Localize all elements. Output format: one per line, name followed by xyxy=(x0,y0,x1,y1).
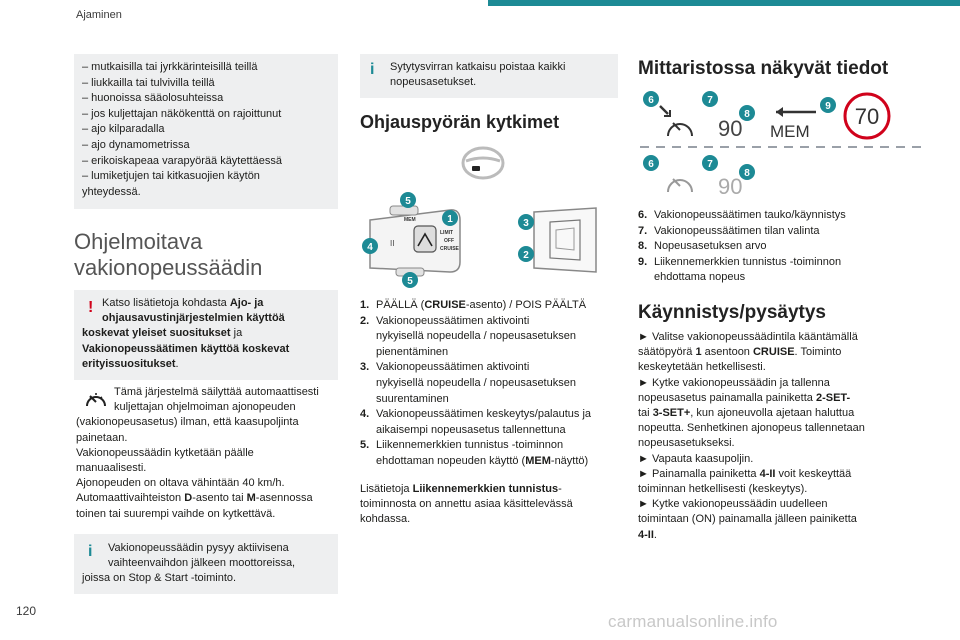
text-line: Tämä järjestelmä säilyttää automaattisesti xyxy=(114,386,319,398)
list-item: – jos kuljettajan näkökenttä on rajoittunut xyxy=(82,107,282,120)
list-item: 8. Nopeusasetuksen arvo xyxy=(638,240,767,253)
callout-1 xyxy=(442,210,458,226)
list-item: – ajo kilparadalla xyxy=(82,123,165,136)
info-icon: i xyxy=(370,61,375,78)
text-line: kuljettajan ohjelmoiman ajonopeuden xyxy=(114,401,296,414)
instrument-display-diagram xyxy=(636,86,926,206)
cruise-active-icon xyxy=(660,106,692,136)
set-speed-value: 90 xyxy=(718,116,743,141)
list-item: 1. PÄÄLLÄ (CRUISE-asento) / POIS PÄÄLTÄ xyxy=(360,299,587,311)
text-line: Ajonopeuden on oltava vähintään 40 km/h. xyxy=(76,477,285,490)
text-line: (vakionopeusasetus) ilman, että kaasupoljinta xyxy=(76,416,299,429)
list-item: – huonoissa sääolosuhteissa xyxy=(82,92,224,105)
svg-text:4: 4 xyxy=(367,242,373,253)
callout-7-bottom xyxy=(702,155,718,171)
callout-4 xyxy=(362,238,378,254)
text-line: manuaalisesti. xyxy=(76,462,147,475)
list-item: yhteydessä. xyxy=(82,185,141,198)
speed-limit-value: 70 xyxy=(854,104,880,129)
text-line: Vakionopeussäädin kytketään päälle xyxy=(76,446,254,459)
section-heading-instrument-display: Mittaristossa näkyvät tiedot xyxy=(638,58,889,79)
svg-text:1: 1 xyxy=(447,214,453,225)
cruise-stalk-diagram xyxy=(360,190,620,290)
cruise-label: CRUISE xyxy=(440,246,459,252)
section-heading-steering-switches: Ohjauspyörän kytkimet xyxy=(360,112,560,132)
svg-text:9: 9 xyxy=(825,101,831,112)
svg-text:3: 3 xyxy=(523,218,529,229)
header-accent-bar xyxy=(488,0,960,6)
svg-text:5: 5 xyxy=(405,196,411,207)
svg-text:8: 8 xyxy=(744,168,750,179)
info-note-stop-start: i Vakionopeussäädin pysyy aktiivisena vaihteenvaihdon jälkeen moottoreissa, joissa on Stop & Start -toiminto. xyxy=(74,534,338,594)
list-item: 7. Vakionopeussäätimen tilan valinta xyxy=(638,224,820,237)
list-item: 9. Liikennemerkkien tunnistus -toiminnon ehdottama nopeus xyxy=(638,255,842,284)
warning-line: erityissuositukset. xyxy=(82,357,179,370)
callout-8-bottom xyxy=(739,164,755,180)
list-item: – liukkailla tai tulvivilla teillä xyxy=(82,76,215,89)
callout-3 xyxy=(518,214,534,230)
info-icon: i xyxy=(88,543,93,560)
warning-line: Vakionopeussäätimen käyttöä koskevat xyxy=(82,342,290,355)
list-item: – mutkaisilla tai jyrkkärinteisillä teillä xyxy=(82,61,258,73)
svg-text:6: 6 xyxy=(648,95,654,106)
description xyxy=(76,385,342,522)
set-speed-value-dimmed: 90 xyxy=(718,174,743,199)
list-item: 6. Vakionopeussäätimen tauko/käynnistys xyxy=(638,209,846,221)
cruise-control-icon xyxy=(84,389,108,411)
callout-9 xyxy=(820,97,836,113)
callout-6 xyxy=(643,91,659,107)
list-item: – lumiketjujen tai kitkasuojien käytön xyxy=(82,170,260,183)
traffic-sign-reference: Lisätietoja Liikennemerkkien tunnistus- toiminnosta on annettu asiaa käsittelevässä kohdassa. xyxy=(360,483,573,526)
info-note-ignition: i Sytytysvirran katkaisu poistaa kaikki nopeusasetukset. xyxy=(360,54,618,98)
section-title: Ajaminen xyxy=(76,9,122,21)
svg-text:8: 8 xyxy=(744,109,750,120)
svg-text:7: 7 xyxy=(707,159,713,170)
svg-text:6: 6 xyxy=(648,159,654,170)
section-heading-start-stop: Käynnistys/pysäytys xyxy=(638,302,826,323)
list-item: 2. Vakionopeussäätimen aktivointi nykyisellä nopeudella / nopeusasetuksen pienentäminen xyxy=(360,314,576,358)
list-item: 3. Vakionopeussäätimen aktivointi nykyisellä nopeudella / nopeusasetuksen suurentaminen xyxy=(360,361,576,405)
svg-text:5: 5 xyxy=(407,276,413,287)
warning-line: koskevat yleiset suositukset ja xyxy=(82,327,243,340)
callout-8 xyxy=(739,105,755,121)
svg-text:7: 7 xyxy=(707,95,713,106)
conditions-list xyxy=(74,54,338,209)
warning-note xyxy=(74,290,338,380)
page-number: 120 xyxy=(16,604,37,618)
mem-indicator: MEM xyxy=(770,122,810,141)
callout-6-bottom xyxy=(643,155,659,171)
off-label: OFF xyxy=(444,238,454,244)
callout-2 xyxy=(518,246,534,262)
warning-line: Katso lisätietoja kohdasta Ajo- ja xyxy=(102,297,264,309)
exclamation-icon: ! xyxy=(88,299,94,316)
text-line: painetaan. xyxy=(76,431,128,444)
start-stop-steps: ► Valitse vakionopeussäädintila kääntämällä säätöpyörä 1 asentoon CRUISE. Toiminto keskeytetään hetkellisesti. ► Kytke vakionopeussäädin ja tallenna nopeusasetus painamalla painiketta 2-SET- tai 3-SET+, kun ajoneuvolla ajetaan haluttua nopeutta. Senhetkinen ajonopeus tallennetaan nopeusasetukseksi. ► Vapauta kaasupoljin. ► Painamalla painiketta 4-II voit keskeyttää toiminnan hetkellisesti (keskeytys). ► Kytke vakionopeussäädin uudelleen toimintaan (ON) painamalla jälleen painiketta 4-II. xyxy=(638,331,865,541)
steering-wheel-icon xyxy=(460,145,506,181)
list-item: – ajo dynamometrissa xyxy=(82,138,190,151)
limit-label: LIMIT xyxy=(440,230,454,236)
text-line: Automaattivaihteiston D-asento tai M-asennossa xyxy=(76,492,313,505)
svg-text:2: 2 xyxy=(523,250,529,261)
callout-5-top xyxy=(400,192,416,208)
switch-legend xyxy=(360,298,622,470)
list-item: – erikoiskapeaa varapyörää käytettäessä xyxy=(82,154,282,167)
pause-symbol: II xyxy=(390,239,395,248)
callout-7 xyxy=(702,91,718,107)
mem-label: MEM xyxy=(404,217,416,223)
section-heading-cruise-control: Ohjelmoitava vakionopeussäädin xyxy=(74,229,263,280)
list-item: 4. Vakionopeussäätimen keskeytys/palautus ja aikaisempi nopeusasetus tallennettuna xyxy=(360,408,592,436)
list-item: 5. Liikennemerkkien tunnistus -toiminnon ehdottaman nopeuden käyttö (MEM-näyttö) xyxy=(360,439,589,467)
watermark: carmanualsonline.info xyxy=(608,612,778,631)
warning-line: ohjausavustinjärjestelmien käyttöä xyxy=(102,312,285,325)
display-legend xyxy=(638,208,920,286)
text-line: toinen tai suurempi vaihde on kytkettävä. xyxy=(76,507,276,520)
callout-5-bottom xyxy=(402,272,418,288)
cruise-paused-icon xyxy=(668,179,692,192)
